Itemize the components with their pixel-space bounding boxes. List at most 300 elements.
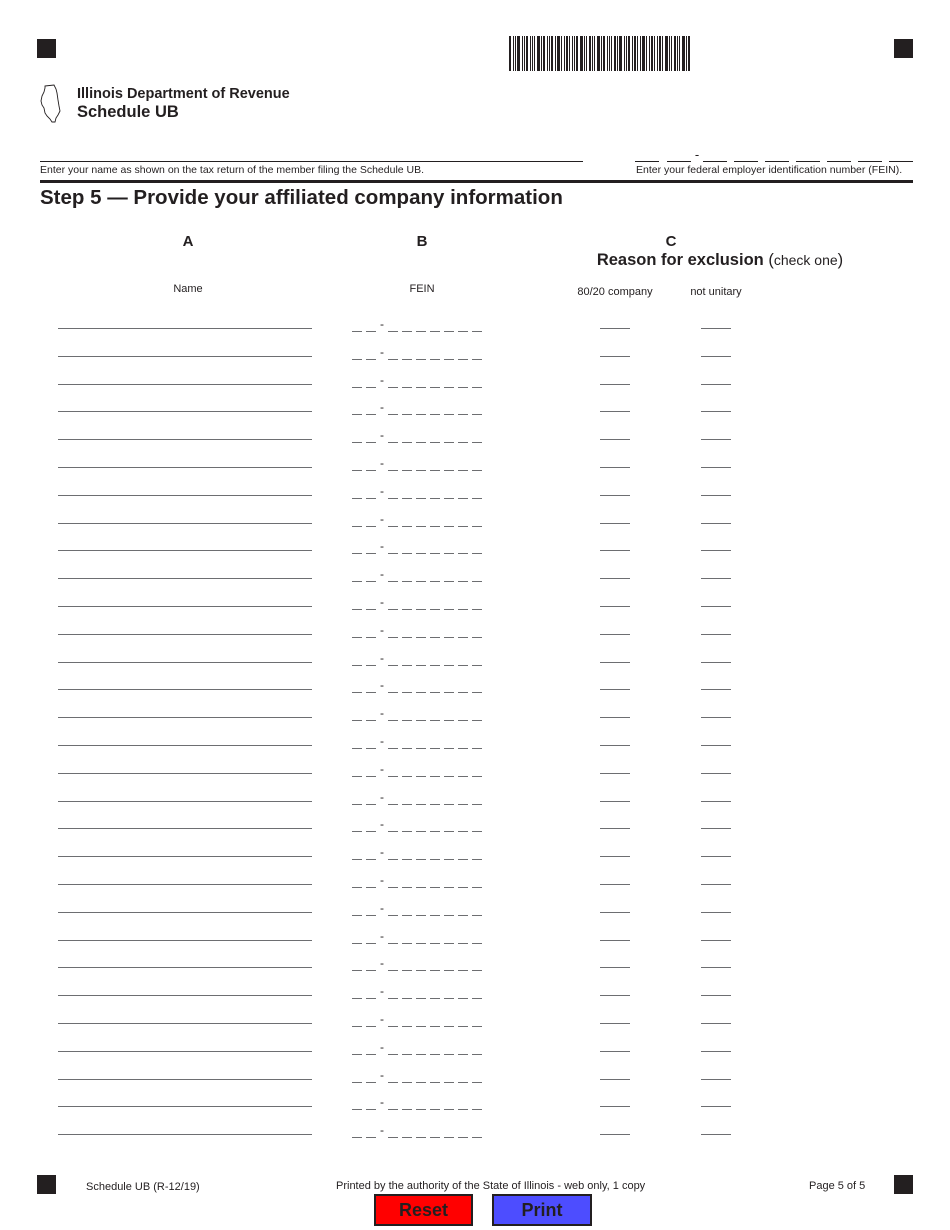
check-not-unitary[interactable] — [701, 411, 731, 412]
company-fein-field[interactable] — [352, 652, 486, 666]
fein-digit-blank[interactable] — [472, 692, 482, 693]
company-fein-field[interactable] — [352, 485, 486, 499]
fein-digit-blank[interactable] — [402, 526, 412, 527]
company-name-field[interactable] — [58, 801, 312, 802]
fein-digit-blank[interactable] — [458, 609, 468, 610]
fein-digit-blank[interactable] — [366, 359, 376, 360]
check-8020-company[interactable] — [600, 801, 630, 802]
fein-digit-blank[interactable] — [472, 1137, 482, 1138]
company-fein-field[interactable] — [352, 1041, 486, 1055]
company-name-field[interactable] — [58, 912, 312, 913]
company-fein-field[interactable] — [352, 568, 486, 582]
fein-digit-blank[interactable] — [416, 442, 426, 443]
fein-digit-blank[interactable] — [366, 387, 376, 388]
fein-digit-blank[interactable] — [352, 831, 362, 832]
fein-digit-blank[interactable] — [458, 720, 468, 721]
fein-digit-blank[interactable] — [388, 776, 398, 777]
fein-digit-blank[interactable] — [430, 804, 440, 805]
fein-digit-blank[interactable] — [388, 720, 398, 721]
fein-digit-blank[interactable] — [388, 553, 398, 554]
check-not-unitary[interactable] — [701, 1051, 731, 1052]
fein-digit-blank[interactable] — [444, 609, 454, 610]
fein-digit-blank[interactable] — [444, 1082, 454, 1083]
taxpayer-fein-field[interactable] — [635, 148, 913, 162]
check-not-unitary[interactable] — [701, 801, 731, 802]
check-8020-company[interactable] — [600, 773, 630, 774]
check-not-unitary[interactable] — [701, 523, 731, 524]
fein-digit-blank[interactable] — [416, 943, 426, 944]
fein-digit-blank[interactable] — [366, 915, 376, 916]
company-name-field[interactable] — [58, 745, 312, 746]
fein-digit-blank[interactable] — [402, 831, 412, 832]
fein-digit-blank[interactable] — [416, 637, 426, 638]
fein-digit-blank[interactable] — [444, 859, 454, 860]
company-fein-field[interactable] — [352, 318, 486, 332]
fein-digit-blank[interactable] — [416, 609, 426, 610]
fein-digit-blank[interactable] — [352, 1054, 362, 1055]
check-8020-company[interactable] — [600, 467, 630, 468]
company-name-field[interactable] — [58, 1134, 312, 1135]
fein-digit-blank[interactable] — [388, 748, 398, 749]
company-name-field[interactable] — [58, 634, 312, 635]
fein-digit-blank[interactable] — [444, 470, 454, 471]
check-not-unitary[interactable] — [701, 884, 731, 885]
fein-digit-blank[interactable] — [472, 1082, 482, 1083]
fein-digit-blank[interactable] — [388, 359, 398, 360]
fein-digit-blank[interactable] — [388, 637, 398, 638]
company-name-field[interactable] — [58, 1023, 312, 1024]
fein-digit-blank[interactable] — [416, 498, 426, 499]
fein-digit-blank[interactable] — [366, 331, 376, 332]
fein-digit-blank[interactable] — [352, 970, 362, 971]
check-not-unitary[interactable] — [701, 912, 731, 913]
fein-digit-blank[interactable] — [430, 331, 440, 332]
fein-digit-blank[interactable] — [388, 887, 398, 888]
fein-digit-blank[interactable] — [458, 831, 468, 832]
company-name-field[interactable] — [58, 439, 312, 440]
company-name-field[interactable] — [58, 1106, 312, 1107]
check-8020-company[interactable] — [600, 828, 630, 829]
fein-digit-blank[interactable] — [402, 998, 412, 999]
fein-digit-blank[interactable] — [402, 804, 412, 805]
fein-digit-blank[interactable] — [416, 887, 426, 888]
fein-digit-blank[interactable] — [366, 414, 376, 415]
fein-digit-blank[interactable] — [444, 414, 454, 415]
fein-digit-blank[interactable] — [430, 1137, 440, 1138]
check-8020-company[interactable] — [600, 411, 630, 412]
company-name-field[interactable] — [58, 940, 312, 941]
fein-digit-blank[interactable] — [430, 748, 440, 749]
check-not-unitary[interactable] — [701, 384, 731, 385]
fein-digit-blank[interactable] — [416, 831, 426, 832]
fein-digit-blank[interactable] — [352, 526, 362, 527]
check-8020-company[interactable] — [600, 1134, 630, 1135]
company-fein-field[interactable] — [352, 985, 486, 999]
fein-digit-blank[interactable] — [388, 998, 398, 999]
fein-digit-blank[interactable] — [388, 1054, 398, 1055]
company-fein-field[interactable] — [352, 874, 486, 888]
fein-digit-blank[interactable] — [388, 470, 398, 471]
fein-digit-blank[interactable] — [472, 720, 482, 721]
company-name-field[interactable] — [58, 328, 312, 329]
fein-digit-blank[interactable] — [430, 970, 440, 971]
fein-digit-blank[interactable] — [472, 943, 482, 944]
fein-digit-blank[interactable] — [430, 831, 440, 832]
company-name-field[interactable] — [58, 828, 312, 829]
check-8020-company[interactable] — [600, 384, 630, 385]
fein-digit-blank[interactable] — [366, 1137, 376, 1138]
fein-digit-blank[interactable] — [458, 498, 468, 499]
fein-digit-blank[interactable] — [402, 609, 412, 610]
fein-digit-blank[interactable] — [472, 442, 482, 443]
check-8020-company[interactable] — [600, 550, 630, 551]
fein-digit-blank[interactable] — [444, 776, 454, 777]
fein-digit-blank[interactable] — [472, 553, 482, 554]
check-not-unitary[interactable] — [701, 828, 731, 829]
check-8020-company[interactable] — [600, 912, 630, 913]
fein-digit-blank[interactable] — [444, 720, 454, 721]
fein-digit-blank[interactable] — [388, 943, 398, 944]
fein-digit-blank[interactable] — [472, 998, 482, 999]
check-8020-company[interactable] — [600, 523, 630, 524]
fein-digit-blank[interactable] — [430, 776, 440, 777]
check-not-unitary[interactable] — [701, 995, 731, 996]
check-8020-company[interactable] — [600, 1079, 630, 1080]
check-not-unitary[interactable] — [701, 439, 731, 440]
fein-digit-blank[interactable] — [458, 943, 468, 944]
fein-digit-blank[interactable] — [416, 1082, 426, 1083]
company-fein-field[interactable] — [352, 930, 486, 944]
reset-button[interactable]: Reset — [374, 1194, 473, 1226]
fein-digit-blank[interactable] — [416, 665, 426, 666]
fein-digit-blank[interactable] — [444, 998, 454, 999]
fein-digit-blank[interactable] — [458, 665, 468, 666]
fein-digit-blank[interactable] — [472, 414, 482, 415]
check-not-unitary[interactable] — [701, 967, 731, 968]
fein-digit-blank[interactable] — [402, 1082, 412, 1083]
fein-digit-blank[interactable] — [458, 887, 468, 888]
fein-digit-blank[interactable] — [388, 609, 398, 610]
check-not-unitary[interactable] — [701, 1079, 731, 1080]
check-not-unitary[interactable] — [701, 328, 731, 329]
company-name-field[interactable] — [58, 1079, 312, 1080]
fein-digit-blank[interactable] — [416, 387, 426, 388]
check-not-unitary[interactable] — [701, 773, 731, 774]
fein-digit-blank[interactable] — [416, 998, 426, 999]
fein-digit-blank[interactable] — [472, 498, 482, 499]
fein-digit-blank[interactable] — [402, 553, 412, 554]
check-8020-company[interactable] — [600, 634, 630, 635]
check-not-unitary[interactable] — [701, 495, 731, 496]
fein-digit-blank[interactable] — [352, 665, 362, 666]
fein-digit-blank[interactable] — [402, 720, 412, 721]
fein-digit-blank[interactable] — [366, 498, 376, 499]
fein-digit-blank[interactable] — [366, 442, 376, 443]
fein-digit-blank[interactable] — [402, 692, 412, 693]
fein-digit-blank[interactable] — [458, 804, 468, 805]
fein-digit-blank[interactable] — [416, 1109, 426, 1110]
fein-digit-blank[interactable] — [458, 1082, 468, 1083]
fein-digit-blank[interactable] — [444, 1054, 454, 1055]
company-fein-field[interactable] — [352, 401, 486, 415]
fein-digit-blank[interactable] — [416, 748, 426, 749]
fein-digit-blank[interactable] — [388, 915, 398, 916]
company-fein-field[interactable] — [352, 540, 486, 554]
fein-digit-blank[interactable] — [430, 498, 440, 499]
check-not-unitary[interactable] — [701, 1023, 731, 1024]
fein-digit-blank[interactable] — [366, 887, 376, 888]
check-8020-company[interactable] — [600, 745, 630, 746]
fein-digit-blank[interactable] — [388, 1082, 398, 1083]
fein-digit-blank[interactable] — [458, 553, 468, 554]
fein-digit-blank[interactable] — [416, 1054, 426, 1055]
company-fein-field[interactable] — [352, 679, 486, 693]
company-name-field[interactable] — [58, 662, 312, 663]
company-fein-field[interactable] — [352, 457, 486, 471]
fein-digit-blank[interactable] — [444, 943, 454, 944]
fein-digit-blank[interactable] — [430, 1026, 440, 1027]
fein-digit-blank[interactable] — [430, 943, 440, 944]
fein-digit-blank[interactable] — [388, 498, 398, 499]
fein-digit-blank[interactable] — [472, 970, 482, 971]
company-fein-field[interactable] — [352, 374, 486, 388]
fein-digit-blank[interactable] — [472, 1026, 482, 1027]
fein-digit-blank[interactable] — [388, 1109, 398, 1110]
fein-digit-blank[interactable] — [402, 470, 412, 471]
fein-digit-blank[interactable] — [388, 581, 398, 582]
fein-digit-blank[interactable] — [352, 1109, 362, 1110]
fein-digit-blank[interactable] — [472, 665, 482, 666]
fein-digit-blank[interactable] — [402, 1109, 412, 1110]
fein-digit-blank[interactable] — [352, 442, 362, 443]
fein-digit-blank[interactable] — [444, 831, 454, 832]
fein-digit-blank[interactable] — [388, 804, 398, 805]
fein-digit-blank[interactable] — [352, 609, 362, 610]
fein-digit-blank[interactable] — [416, 915, 426, 916]
fein-digit-blank[interactable] — [352, 498, 362, 499]
company-name-field[interactable] — [58, 606, 312, 607]
fein-digit-blank[interactable] — [430, 609, 440, 610]
fein-digit-blank[interactable] — [444, 359, 454, 360]
fein-digit-blank[interactable] — [444, 1137, 454, 1138]
fein-digit-blank[interactable] — [402, 359, 412, 360]
fein-digit-blank[interactable] — [366, 970, 376, 971]
fein-digit-blank[interactable] — [388, 859, 398, 860]
check-not-unitary[interactable] — [701, 745, 731, 746]
check-not-unitary[interactable] — [701, 578, 731, 579]
fein-digit-blank[interactable] — [366, 776, 376, 777]
company-fein-field[interactable] — [352, 902, 486, 916]
fein-digit-blank[interactable] — [402, 748, 412, 749]
fein-digit-blank[interactable] — [458, 998, 468, 999]
fein-digit-blank[interactable] — [366, 470, 376, 471]
company-name-field[interactable] — [58, 467, 312, 468]
fein-digit-blank[interactable] — [366, 665, 376, 666]
fein-digit-blank[interactable] — [430, 692, 440, 693]
fein-digit-blank[interactable] — [352, 581, 362, 582]
fein-digit-blank[interactable] — [388, 414, 398, 415]
fein-digit-blank[interactable] — [472, 331, 482, 332]
fein-digit-blank[interactable] — [402, 943, 412, 944]
print-button[interactable]: Print — [492, 1194, 592, 1226]
fein-digit-blank[interactable] — [366, 720, 376, 721]
company-fein-field[interactable] — [352, 1069, 486, 1083]
fein-digit-blank[interactable] — [458, 387, 468, 388]
check-8020-company[interactable] — [600, 1051, 630, 1052]
check-not-unitary[interactable] — [701, 606, 731, 607]
check-not-unitary[interactable] — [701, 356, 731, 357]
fein-digit-blank[interactable] — [458, 442, 468, 443]
fein-digit-blank[interactable] — [402, 1054, 412, 1055]
company-name-field[interactable] — [58, 411, 312, 412]
fein-digit-blank[interactable] — [444, 915, 454, 916]
check-8020-company[interactable] — [600, 717, 630, 718]
company-fein-field[interactable] — [352, 624, 486, 638]
check-not-unitary[interactable] — [701, 1134, 731, 1135]
fein-digit-blank[interactable] — [352, 553, 362, 554]
fein-digit-blank[interactable] — [444, 692, 454, 693]
fein-digit-blank[interactable] — [388, 526, 398, 527]
company-name-field[interactable] — [58, 578, 312, 579]
fein-digit-blank[interactable] — [416, 526, 426, 527]
fein-digit-blank[interactable] — [430, 1082, 440, 1083]
fein-digit-blank[interactable] — [472, 859, 482, 860]
fein-digit-blank[interactable] — [444, 331, 454, 332]
fein-digit-blank[interactable] — [430, 720, 440, 721]
fein-digit-blank[interactable] — [430, 665, 440, 666]
company-name-field[interactable] — [58, 495, 312, 496]
fein-digit-blank[interactable] — [444, 804, 454, 805]
fein-digit-blank[interactable] — [352, 887, 362, 888]
fein-digit-blank[interactable] — [458, 359, 468, 360]
company-fein-field[interactable] — [352, 846, 486, 860]
company-fein-field[interactable] — [352, 346, 486, 360]
fein-digit-blank[interactable] — [458, 859, 468, 860]
fein-digit-blank[interactable] — [366, 1082, 376, 1083]
fein-digit-blank[interactable] — [352, 387, 362, 388]
fein-digit-blank[interactable] — [472, 748, 482, 749]
fein-digit-blank[interactable] — [444, 1026, 454, 1027]
fein-digit-blank[interactable] — [444, 887, 454, 888]
fein-digit-blank[interactable] — [366, 553, 376, 554]
fein-digit-blank[interactable] — [366, 859, 376, 860]
check-8020-company[interactable] — [600, 495, 630, 496]
company-fein-field[interactable] — [352, 707, 486, 721]
company-fein-field[interactable] — [352, 818, 486, 832]
fein-digit-blank[interactable] — [366, 804, 376, 805]
fein-digit-blank[interactable] — [366, 637, 376, 638]
fein-digit-blank[interactable] — [352, 331, 362, 332]
fein-digit-blank[interactable] — [472, 526, 482, 527]
fein-digit-blank[interactable] — [352, 470, 362, 471]
fein-digit-blank[interactable] — [402, 637, 412, 638]
fein-digit-blank[interactable] — [444, 498, 454, 499]
fein-digit-blank[interactable] — [472, 776, 482, 777]
fein-digit-blank[interactable] — [458, 970, 468, 971]
fein-digit-blank[interactable] — [444, 387, 454, 388]
fein-digit-blank[interactable] — [402, 387, 412, 388]
fein-digit-blank[interactable] — [352, 776, 362, 777]
fein-digit-blank[interactable] — [472, 609, 482, 610]
fein-digit-blank[interactable] — [416, 581, 426, 582]
fein-digit-blank[interactable] — [352, 1082, 362, 1083]
fein-digit-blank[interactable] — [352, 692, 362, 693]
fein-digit-blank[interactable] — [430, 526, 440, 527]
check-8020-company[interactable] — [600, 606, 630, 607]
fein-digit-blank[interactable] — [366, 998, 376, 999]
check-8020-company[interactable] — [600, 578, 630, 579]
check-8020-company[interactable] — [600, 662, 630, 663]
company-fein-field[interactable] — [352, 735, 486, 749]
fein-digit-blank[interactable] — [444, 442, 454, 443]
fein-digit-blank[interactable] — [458, 1109, 468, 1110]
taxpayer-name-field[interactable] — [40, 161, 583, 162]
fein-digit-blank[interactable] — [352, 414, 362, 415]
check-8020-company[interactable] — [600, 356, 630, 357]
check-8020-company[interactable] — [600, 439, 630, 440]
fein-digit-blank[interactable] — [366, 831, 376, 832]
check-8020-company[interactable] — [600, 1106, 630, 1107]
company-name-field[interactable] — [58, 995, 312, 996]
company-fein-field[interactable] — [352, 596, 486, 610]
check-8020-company[interactable] — [600, 995, 630, 996]
check-8020-company[interactable] — [600, 967, 630, 968]
fein-digit-blank[interactable] — [458, 1137, 468, 1138]
fein-digit-blank[interactable] — [444, 581, 454, 582]
fein-digit-blank[interactable] — [472, 915, 482, 916]
company-fein-field[interactable] — [352, 1096, 486, 1110]
company-fein-field[interactable] — [352, 1124, 486, 1138]
fein-digit-blank[interactable] — [416, 331, 426, 332]
fein-digit-blank[interactable] — [352, 859, 362, 860]
fein-digit-blank[interactable] — [388, 970, 398, 971]
fein-digit-blank[interactable] — [430, 414, 440, 415]
company-name-field[interactable] — [58, 884, 312, 885]
check-8020-company[interactable] — [600, 884, 630, 885]
fein-digit-blank[interactable] — [402, 859, 412, 860]
fein-digit-blank[interactable] — [472, 831, 482, 832]
fein-digit-blank[interactable] — [402, 970, 412, 971]
fein-digit-blank[interactable] — [366, 1054, 376, 1055]
company-name-field[interactable] — [58, 717, 312, 718]
fein-digit-blank[interactable] — [416, 414, 426, 415]
fein-digit-blank[interactable] — [402, 414, 412, 415]
fein-digit-blank[interactable] — [472, 1109, 482, 1110]
fein-digit-blank[interactable] — [402, 1026, 412, 1027]
fein-digit-blank[interactable] — [430, 359, 440, 360]
fein-digit-blank[interactable] — [352, 720, 362, 721]
company-fein-field[interactable] — [352, 429, 486, 443]
fein-digit-blank[interactable] — [416, 692, 426, 693]
fein-digit-blank[interactable] — [388, 692, 398, 693]
company-fein-field[interactable] — [352, 1013, 486, 1027]
fein-digit-blank[interactable] — [416, 776, 426, 777]
company-name-field[interactable] — [58, 384, 312, 385]
fein-digit-blank[interactable] — [388, 387, 398, 388]
fein-digit-blank[interactable] — [402, 581, 412, 582]
company-name-field[interactable] — [58, 1051, 312, 1052]
fein-digit-blank[interactable] — [402, 1137, 412, 1138]
check-not-unitary[interactable] — [701, 940, 731, 941]
fein-digit-blank[interactable] — [430, 581, 440, 582]
company-name-field[interactable] — [58, 523, 312, 524]
fein-digit-blank[interactable] — [402, 776, 412, 777]
fein-digit-blank[interactable] — [402, 915, 412, 916]
fein-digit-blank[interactable] — [416, 470, 426, 471]
fein-digit-blank[interactable] — [458, 470, 468, 471]
check-not-unitary[interactable] — [701, 856, 731, 857]
fein-digit-blank[interactable] — [388, 1026, 398, 1027]
